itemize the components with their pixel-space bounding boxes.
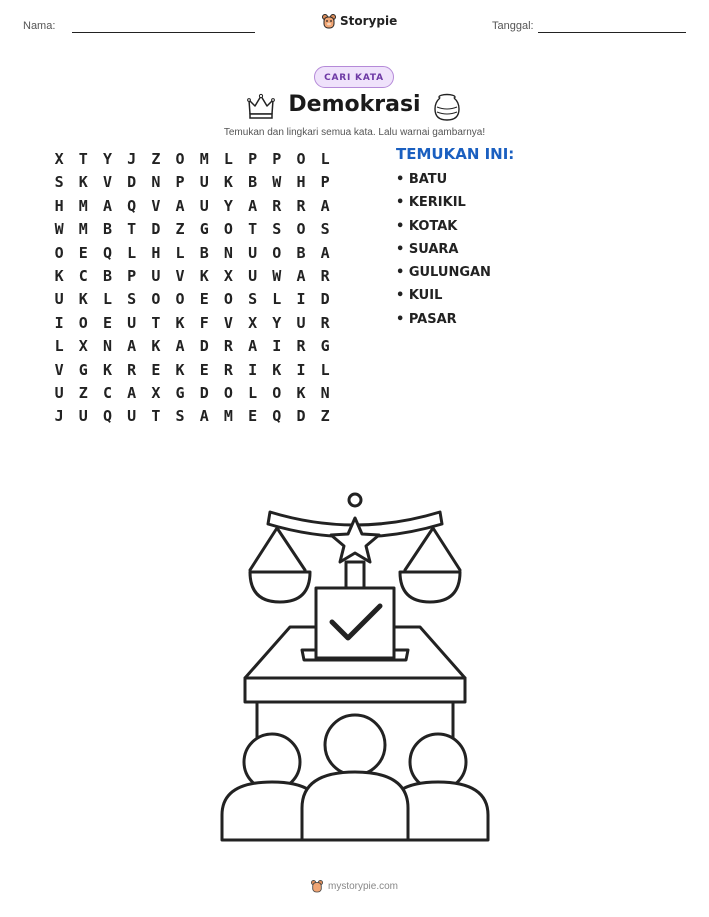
grid-cell[interactable]: A (248, 196, 258, 215)
grid-cell[interactable]: R (296, 337, 306, 356)
grid-cell[interactable]: U (248, 243, 258, 262)
grid-cell[interactable]: N (151, 173, 161, 192)
bear-logo-icon (322, 13, 336, 29)
grid-cell[interactable]: M (78, 220, 88, 239)
grid-cell[interactable]: J (127, 150, 137, 168)
grid-cell[interactable]: E (102, 313, 112, 332)
grid-cell[interactable]: R (296, 196, 306, 215)
grid-cell[interactable]: K (151, 337, 161, 356)
grid-cell[interactable]: O (223, 383, 233, 402)
grid-cell[interactable]: S (54, 173, 64, 192)
grid-cell[interactable]: L (223, 150, 233, 168)
grid-row (47, 195, 337, 218)
scale-pillar (346, 562, 364, 588)
grid-cell[interactable]: A (296, 266, 306, 285)
grid-cell[interactable]: U (199, 173, 209, 192)
letter-grid (47, 148, 337, 429)
grid-cell[interactable]: S (320, 220, 330, 239)
date-line[interactable] (538, 32, 686, 33)
grid-row (47, 148, 337, 171)
grid-cell[interactable]: G (320, 337, 330, 356)
grid-cell[interactable]: U (151, 266, 161, 285)
grid-cell[interactable]: M (78, 196, 88, 215)
grid-cell[interactable]: O (296, 220, 306, 239)
grid-cell[interactable]: O (78, 313, 88, 332)
grid-cell[interactable]: O (151, 290, 161, 309)
grid-cell[interactable]: U (54, 290, 64, 309)
grid-row (47, 265, 337, 288)
grid-cell[interactable]: Z (175, 220, 185, 239)
name-label: Nama: (23, 20, 56, 32)
bear-logo-icon (311, 879, 323, 893)
grid-cell[interactable]: K (54, 266, 64, 285)
grid-cell[interactable]: L (54, 337, 64, 356)
grid-cell[interactable]: L (127, 243, 137, 262)
grid-cell[interactable]: O (272, 383, 282, 402)
grid-cell[interactable]: U (54, 383, 64, 402)
grid-cell[interactable]: R (223, 360, 233, 379)
grid-cell[interactable]: D (199, 337, 209, 356)
grid-cell[interactable]: I (272, 337, 282, 356)
grid-cell[interactable]: D (127, 173, 137, 192)
grid-cell[interactable]: W (272, 266, 282, 285)
grid-cell[interactable]: T (78, 150, 88, 168)
grid-cell[interactable]: Q (272, 407, 282, 426)
grid-cell[interactable]: A (320, 243, 330, 262)
grid-cell[interactable]: P (175, 173, 185, 192)
grid-cell[interactable]: G (175, 383, 185, 402)
ballot-paper (316, 588, 394, 658)
grid-cell[interactable]: P (127, 266, 137, 285)
grid-cell[interactable]: P (248, 150, 258, 168)
left-pan (250, 572, 310, 602)
grid-cell[interactable]: B (248, 173, 258, 192)
footer (0, 879, 709, 893)
grid-cell[interactable]: E (78, 243, 88, 262)
right-pan-strings (405, 528, 460, 570)
grid-cell[interactable]: A (320, 196, 330, 215)
grid-cell[interactable]: H (54, 196, 64, 215)
grid-cell[interactable]: M (199, 150, 209, 168)
scale-knob (349, 494, 361, 506)
grid-cell[interactable]: I (296, 290, 306, 309)
grid-cell[interactable]: R (127, 360, 137, 379)
grid-cell[interactable]: Q (127, 196, 137, 215)
grid-cell[interactable]: K (223, 173, 233, 192)
grid-cell[interactable]: N (223, 243, 233, 262)
grid-cell[interactable]: U (127, 407, 137, 426)
grid-cell[interactable]: U (127, 313, 137, 332)
grid-cell[interactable]: E (199, 360, 209, 379)
grid-cell[interactable]: N (102, 337, 112, 356)
grid-cell[interactable]: O (223, 220, 233, 239)
grid-cell[interactable]: L (320, 360, 330, 379)
grid-cell[interactable]: Y (223, 196, 233, 215)
grid-cell[interactable]: O (223, 290, 233, 309)
word-list-title: TEMUKAN INI: (396, 145, 515, 163)
grid-cell[interactable]: D (320, 290, 330, 309)
grid-cell[interactable]: A (127, 337, 137, 356)
grid-cell[interactable]: H (151, 243, 161, 262)
grid-cell[interactable]: I (248, 360, 258, 379)
right-pan (400, 572, 460, 602)
democracy-voting-illustration (210, 490, 500, 850)
category-badge: CARI KATA (314, 66, 394, 88)
grid-cell[interactable]: X (151, 383, 161, 402)
grid-cell[interactable]: W (54, 220, 64, 239)
grid-cell[interactable]: Q (102, 407, 112, 426)
grid-row (47, 312, 337, 335)
grid-cell[interactable]: L (320, 150, 330, 168)
grid-cell[interactable]: X (78, 337, 88, 356)
grid-cell[interactable]: A (127, 383, 137, 402)
grid-cell[interactable]: S (175, 407, 185, 426)
grid-cell[interactable]: V (151, 196, 161, 215)
grid-cell[interactable]: L (272, 290, 282, 309)
grid-row (47, 359, 337, 382)
grid-cell[interactable]: R (223, 337, 233, 356)
grid-cell[interactable]: Y (102, 150, 112, 168)
word-list-item: • GULUNGAN (396, 265, 491, 281)
grid-cell[interactable]: L (248, 383, 258, 402)
grid-cell[interactable]: V (102, 173, 112, 192)
name-line[interactable] (72, 32, 255, 33)
ballot-box-band (245, 678, 465, 702)
grid-cell[interactable]: F (199, 313, 209, 332)
grid-cell[interactable]: K (175, 313, 185, 332)
grid-cell[interactable]: A (199, 407, 209, 426)
grid-cell[interactable]: J (54, 407, 64, 426)
grid-cell[interactable]: O (272, 243, 282, 262)
grid-cell[interactable]: L (102, 290, 112, 309)
grid-cell[interactable]: A (248, 337, 258, 356)
grid-row (47, 382, 337, 405)
grid-cell[interactable]: B (102, 220, 112, 239)
grid-cell[interactable]: B (296, 243, 306, 262)
grid-cell[interactable]: Z (320, 407, 330, 426)
grid-cell[interactable]: I (54, 313, 64, 332)
grid-cell[interactable]: M (223, 407, 233, 426)
grid-row (47, 405, 337, 428)
grid-cell[interactable]: O (296, 150, 306, 168)
grid-cell[interactable]: D (199, 383, 209, 402)
grid-cell[interactable]: S (272, 220, 282, 239)
grid-cell[interactable]: X (54, 150, 64, 168)
grid-cell[interactable]: T (151, 313, 161, 332)
date-label: Tanggal: (492, 20, 534, 32)
footer-url[interactable]: mystorypie.com (327, 880, 398, 892)
grid-cell[interactable]: R (272, 196, 282, 215)
grid-cell[interactable]: U (296, 313, 306, 332)
grid-cell[interactable]: Y (272, 313, 282, 332)
grid-cell[interactable]: D (296, 407, 306, 426)
grid-cell[interactable]: K (296, 383, 306, 402)
grid-cell[interactable]: V (175, 266, 185, 285)
instructions: Temukan dan lingkari semua kata. Lalu warnai gambarnya! (223, 127, 486, 138)
grid-cell[interactable]: K (102, 360, 112, 379)
grid-cell[interactable]: I (296, 360, 306, 379)
grid-cell[interactable]: A (175, 196, 185, 215)
page-title: Demokrasi (288, 92, 421, 117)
grid-cell[interactable]: Z (151, 150, 161, 168)
pot-icon (432, 92, 462, 122)
grid-cell[interactable]: K (175, 360, 185, 379)
word-list-item: • KOTAK (396, 218, 458, 234)
grid-cell[interactable]: P (320, 173, 330, 192)
person-head-middle (325, 715, 385, 775)
grid-cell[interactable]: K (272, 360, 282, 379)
grid-cell[interactable]: U (199, 196, 209, 215)
word-list-item: • KERIKIL (396, 195, 466, 211)
word-list-item: • KUIL (396, 288, 443, 304)
grid-cell[interactable]: O (175, 290, 185, 309)
grid-cell[interactable]: V (223, 313, 233, 332)
grid-cell[interactable]: K (78, 173, 88, 192)
grid-cell[interactable]: N (320, 383, 330, 402)
grid-row (47, 242, 337, 265)
grid-cell[interactable]: V (54, 360, 64, 379)
brand-name: Storypie (340, 14, 398, 28)
grid-cell[interactable]: A (102, 196, 112, 215)
grid-row (47, 171, 337, 194)
grid-cell[interactable]: O (54, 243, 64, 262)
grid-cell[interactable]: D (151, 220, 161, 239)
word-list-item: • SUARA (396, 241, 459, 257)
grid-cell[interactable]: U (248, 266, 258, 285)
grid-cell[interactable]: H (296, 173, 306, 192)
grid-cell[interactable]: K (199, 266, 209, 285)
grid-row (47, 335, 337, 358)
grid-cell[interactable]: Q (102, 243, 112, 262)
word-list-item: • PASAR (396, 311, 457, 327)
grid-cell[interactable]: B (102, 266, 112, 285)
grid-cell[interactable]: O (175, 150, 185, 168)
grid-cell[interactable]: S (248, 290, 258, 309)
grid-cell[interactable]: C (102, 383, 112, 402)
grid-cell[interactable]: G (199, 220, 209, 239)
grid-cell[interactable]: G (78, 360, 88, 379)
grid-cell[interactable]: Z (78, 383, 88, 402)
grid-cell[interactable]: X (248, 313, 258, 332)
grid-cell[interactable]: C (78, 266, 88, 285)
grid-cell[interactable]: U (78, 407, 88, 426)
grid-cell[interactable]: S (127, 290, 137, 309)
grid-cell[interactable]: B (199, 243, 209, 262)
left-pan-strings (250, 528, 305, 570)
grid-cell[interactable]: W (272, 173, 282, 192)
grid-cell[interactable]: E (151, 360, 161, 379)
grid-cell[interactable]: X (223, 266, 233, 285)
person-body-middle (302, 772, 408, 840)
grid-cell[interactable]: E (248, 407, 258, 426)
word-list-item: • BATU (396, 172, 448, 187)
word-list (396, 172, 491, 335)
brand-logo (322, 13, 397, 29)
grid-cell[interactable]: E (199, 290, 209, 309)
grid-row (47, 218, 337, 241)
grid-cell[interactable]: T (127, 220, 137, 239)
grid-cell[interactable]: L (175, 243, 185, 262)
grid-cell[interactable]: K (78, 290, 88, 309)
grid-cell[interactable]: T (248, 220, 258, 239)
grid-cell[interactable]: T (151, 407, 161, 426)
grid-cell[interactable]: R (320, 313, 330, 332)
grid-cell[interactable]: P (272, 150, 282, 168)
grid-cell[interactable]: R (320, 266, 330, 285)
grid-row (47, 288, 337, 311)
grid-cell[interactable]: A (175, 337, 185, 356)
